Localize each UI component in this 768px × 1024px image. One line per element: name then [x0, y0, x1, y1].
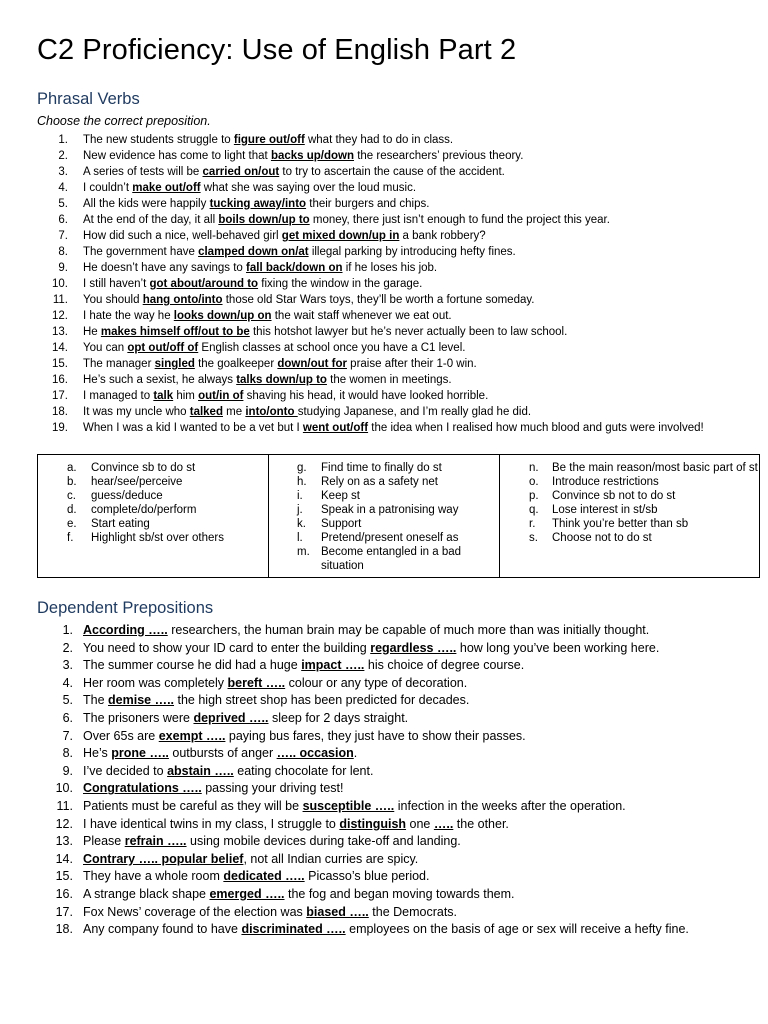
- definition-letter: g.: [297, 462, 307, 474]
- definition-text: Lose interest in st/sb: [552, 504, 658, 516]
- list-item: [0, 324, 740, 340]
- item-number: 11.: [52, 294, 68, 306]
- target-phrase: backs up/down: [270, 150, 355, 162]
- definition-item: [38, 489, 268, 503]
- sentence-text: Any company found to have: [83, 922, 242, 937]
- item-number: 10.: [52, 278, 68, 290]
- definition-letter: o.: [529, 476, 539, 488]
- target-phrase: impact …..: [301, 658, 365, 673]
- definition-item: [269, 489, 499, 503]
- target-phrase: carried on/out: [202, 166, 280, 178]
- page-title: C2 Proficiency: Use of English Part 2: [37, 34, 517, 66]
- definition-text: Become entangled in a bad situation: [321, 546, 462, 572]
- sentence-text: the fog and began moving towards them.: [284, 886, 515, 901]
- phrasal-verbs-heading: Phrasal Verbs: [37, 90, 140, 108]
- sentence-text: eating chocolate for lent.: [233, 763, 374, 778]
- definition-item: [38, 517, 268, 531]
- definition-item: [500, 517, 759, 531]
- definition-text: Introduce restrictions: [552, 476, 659, 488]
- target-phrase: talk: [153, 390, 174, 402]
- target-phrase: According …..: [83, 623, 168, 637]
- item-number: 15.: [55, 869, 73, 884]
- target-phrase: boils down/up to: [218, 214, 310, 226]
- sentence-text: I managed to: [83, 390, 154, 402]
- definitions-table: [37, 454, 760, 578]
- sentence-text: his choice of degree course.: [364, 658, 525, 673]
- definition-text: guess/deduce: [91, 490, 163, 502]
- definition-text: hear/see/perceive: [91, 476, 183, 488]
- list-item: [0, 745, 740, 763]
- item-number: 4.: [58, 182, 68, 194]
- list-item: [0, 228, 740, 244]
- sentence-text: how long you’ve been working here.: [456, 640, 660, 655]
- dependent-prepositions-list: [0, 622, 740, 939]
- definitions-column-1: [38, 455, 269, 577]
- definition-letter: l.: [297, 532, 303, 544]
- definitions-column-2: [269, 455, 500, 577]
- sentence-text: He: [83, 326, 101, 338]
- list-item: [0, 340, 740, 356]
- list-item: [0, 276, 740, 292]
- sentence-text: He’s such a sexist, he always: [83, 374, 237, 386]
- item-number: 16.: [52, 374, 68, 386]
- definition-text: Be the main reason/most basic part of st: [552, 462, 758, 474]
- target-phrase: ….. occasion: [276, 746, 354, 761]
- sentence-text: passing your driving test!: [201, 781, 344, 796]
- definition-letter: p.: [529, 490, 539, 502]
- definition-item: [500, 475, 759, 489]
- sentence-text: The: [83, 693, 109, 708]
- definition-item: [500, 489, 759, 503]
- list-item: [0, 308, 740, 324]
- definition-text: Start eating: [91, 518, 150, 530]
- definition-item: [269, 517, 499, 531]
- definition-letter: q.: [529, 504, 539, 516]
- item-number: 5.: [62, 693, 73, 708]
- item-number: 7.: [62, 728, 73, 743]
- sentence-text: You should: [83, 294, 143, 306]
- sentence-text: the women in meetings.: [326, 374, 452, 386]
- list-item: [0, 710, 740, 728]
- sentence-text: The manager: [83, 358, 155, 370]
- item-number: 8.: [62, 746, 73, 761]
- definition-letter: c.: [67, 490, 76, 502]
- sentence-text: Over 65s are: [83, 728, 159, 743]
- list-item: [0, 196, 740, 212]
- definition-item: [38, 531, 268, 545]
- sentence-text: New evidence has come to light that: [83, 150, 271, 162]
- target-phrase: abstain …..: [167, 763, 234, 778]
- definition-text: Pretend/present oneself as: [321, 532, 459, 544]
- target-phrase: went out/off: [302, 422, 369, 434]
- list-item: [0, 244, 740, 260]
- definition-item: [269, 503, 499, 517]
- sentence-text: Picasso’s blue period.: [304, 869, 430, 884]
- list-item: [0, 356, 740, 372]
- sentence-text: I’ve decided to: [83, 763, 168, 778]
- item-number: 11.: [56, 798, 73, 813]
- target-phrase: singled: [154, 358, 195, 370]
- sentence-text: studying Japanese, and I’m really glad he did.: [297, 406, 532, 418]
- definition-item: [38, 461, 268, 475]
- target-phrase: talked: [189, 406, 223, 418]
- definition-letter: i.: [297, 490, 303, 502]
- definition-letter: m.: [297, 546, 310, 558]
- list-item: [0, 260, 740, 276]
- sentence-text: How did such a nice, well-behaved girl: [83, 230, 282, 242]
- target-phrase: Contrary ….. popular belief: [83, 851, 244, 866]
- definition-item: [269, 475, 499, 489]
- sentence-text: A series of tests will be: [83, 166, 203, 178]
- target-phrase: regardless …..: [370, 640, 457, 655]
- sentence-text: what she was saying over the loud music.: [200, 182, 417, 194]
- list-item: [0, 675, 740, 693]
- definition-item: [269, 531, 499, 545]
- target-phrase: into/onto: [245, 406, 298, 418]
- target-phrase: down/out for: [277, 358, 347, 370]
- item-number: 3.: [58, 166, 68, 178]
- sentence-text: this hotshot lawyer but he’s never actually been to law school.: [249, 326, 568, 338]
- item-number: 17.: [52, 390, 68, 402]
- sentence-text: You can: [83, 342, 128, 354]
- item-number: 12.: [52, 310, 68, 322]
- definition-text: Rely on as a safety net: [321, 476, 438, 488]
- sentence-text: to try to ascertain the cause of the accident.: [279, 166, 505, 178]
- target-phrase: got about/around to: [149, 278, 259, 290]
- sentence-text: colour or any type of decoration.: [285, 675, 468, 690]
- sentence-text: The new students struggle to: [83, 134, 234, 146]
- definitions-column-3: [500, 455, 759, 577]
- definition-item: [38, 475, 268, 489]
- item-number: 18.: [52, 406, 68, 418]
- target-phrase: tucking away/into: [209, 198, 307, 210]
- list-item: [0, 404, 740, 420]
- definition-item: [38, 503, 268, 517]
- item-number: 13.: [52, 326, 68, 338]
- list-item: [0, 868, 740, 886]
- sentence-text: sleep for 2 days straight.: [268, 710, 409, 725]
- list-item: [0, 763, 740, 781]
- sentence-text: the goalkeeper: [194, 358, 278, 370]
- list-item: [0, 372, 740, 388]
- target-phrase: make out/off: [132, 182, 201, 194]
- definition-letter: b.: [67, 476, 77, 488]
- phrasal-verbs-list: [0, 132, 740, 436]
- sentence-text: shaving his head, it would have looked horrible.: [243, 390, 489, 402]
- sentence-text: I couldn’t: [83, 182, 133, 194]
- sentence-text: fixing the window in the garage.: [258, 278, 423, 290]
- definition-item: [500, 461, 759, 475]
- item-number: 2.: [58, 150, 68, 162]
- sentence-text: if he loses his job.: [342, 262, 438, 274]
- item-number: 12.: [55, 816, 73, 831]
- target-phrase: out/in of: [198, 390, 244, 402]
- definition-item: [269, 461, 499, 475]
- item-number: 9.: [62, 763, 73, 778]
- item-number: 4.: [62, 675, 73, 690]
- definition-letter: n.: [529, 462, 539, 474]
- target-phrase: looks down/up on: [173, 310, 272, 322]
- sentence-text: what they had to do in class.: [304, 134, 454, 146]
- list-item: [0, 904, 740, 922]
- list-item: [0, 388, 740, 404]
- sentence-text: Patients must be careful as they will be: [83, 798, 303, 813]
- sentence-text: All the kids were happily: [83, 198, 210, 210]
- list-item: [0, 292, 740, 308]
- sentence-text: Her room was completely: [83, 675, 228, 690]
- target-phrase: demise …..: [108, 693, 175, 708]
- sentence-text: their burgers and chips.: [306, 198, 430, 210]
- sentence-text: the wait staff whenever we eat out.: [271, 310, 452, 322]
- target-phrase: biased …..: [306, 904, 369, 919]
- sentence-text: me: [222, 406, 246, 418]
- list-item: [0, 148, 740, 164]
- target-phrase: susceptible …..: [302, 798, 395, 813]
- definition-text: Find time to finally do st: [321, 462, 442, 474]
- target-phrase: discriminated …..: [241, 922, 346, 937]
- sentence-text: The summer course he did had a huge: [83, 658, 302, 673]
- sentence-text: Please: [83, 834, 125, 849]
- sentence-text: He doesn’t have any savings to: [83, 262, 247, 274]
- item-number: 14.: [52, 342, 68, 354]
- definition-letter: h.: [297, 476, 307, 488]
- sentence-text: , not all Indian curries are spicy.: [243, 851, 419, 866]
- definition-item: [269, 545, 499, 573]
- target-phrase: dedicated …..: [223, 869, 305, 884]
- definition-text: Choose not to do st: [552, 532, 652, 544]
- sentence-text: The government have: [83, 246, 199, 258]
- item-number: 19.: [52, 422, 68, 434]
- sentence-text: outbursts of anger: [168, 746, 277, 761]
- list-item: [0, 622, 740, 640]
- sentence-text: employees on the basis of age or sex will receive a hefty fine.: [345, 922, 689, 937]
- definition-text: Convince sb to do st: [91, 462, 196, 474]
- target-phrase: distinguish: [339, 816, 407, 831]
- item-number: 14.: [55, 851, 73, 866]
- list-item: [0, 798, 740, 816]
- item-number: 16.: [55, 886, 73, 901]
- sentence-text: They have a whole room: [83, 869, 224, 884]
- list-item: [0, 780, 740, 798]
- list-item: [0, 886, 740, 904]
- sentence-text: You need to show your ID card to enter the building: [83, 640, 371, 655]
- target-phrase: makes himself off/out to be: [100, 326, 250, 338]
- item-number: 10.: [55, 781, 73, 796]
- list-item: [0, 851, 740, 869]
- sentence-text: illegal parking by introducing hefty fines.: [308, 246, 516, 258]
- list-item: [0, 816, 740, 834]
- sentence-text: It was my uncle who: [83, 406, 190, 418]
- definition-text: Highlight sb/st over others: [91, 532, 224, 544]
- list-item: [0, 657, 740, 675]
- target-phrase: …..: [433, 816, 454, 831]
- definition-text: Think you’re better than sb: [552, 518, 689, 530]
- item-number: 3.: [62, 658, 73, 673]
- sentence-text: paying bus fares, they just have to show their passes.: [225, 728, 526, 743]
- definition-letter: s.: [529, 532, 538, 544]
- list-item: [0, 420, 740, 436]
- definition-letter: a.: [67, 462, 77, 474]
- item-number: 6.: [58, 214, 68, 226]
- sentence-text: the high street shop has been predicted for decades.: [174, 693, 470, 708]
- sentence-text: money, there just isn’t enough to fund the project this year.: [309, 214, 610, 226]
- sentence-text: I have identical twins in my class, I struggle to: [83, 816, 340, 831]
- target-phrase: get mixed down/up in: [281, 230, 400, 242]
- definition-text: Convince sb not to do st: [552, 490, 676, 502]
- item-number: 1.: [62, 623, 73, 637]
- list-item: [0, 728, 740, 746]
- sentence-text: He’s: [83, 746, 112, 761]
- dependent-prepositions-heading: Dependent Prepositions: [37, 599, 214, 617]
- definition-text: Speak in a patronising way: [321, 504, 459, 516]
- sentence-text: one: [406, 816, 434, 831]
- item-number: 5.: [58, 198, 68, 210]
- target-phrase: opt out/off of: [127, 342, 199, 354]
- target-phrase: fall back/down on: [246, 262, 343, 274]
- item-number: 2.: [62, 640, 73, 655]
- item-number: 9.: [58, 262, 68, 274]
- sentence-text: him: [173, 390, 199, 402]
- list-item: [0, 180, 740, 196]
- definition-letter: d.: [67, 504, 77, 516]
- sentence-text: At the end of the day, it all: [83, 214, 219, 226]
- target-phrase: exempt …..: [158, 728, 226, 743]
- sentence-text: a bank robbery?: [399, 230, 486, 242]
- list-item: [0, 640, 740, 658]
- sentence-text: I hate the way he: [83, 310, 174, 322]
- item-number: 7.: [58, 230, 68, 242]
- list-item: [0, 692, 740, 710]
- sentence-text: infection in the weeks after the operation.: [394, 798, 626, 813]
- definition-item: [500, 503, 759, 517]
- list-item: [0, 921, 740, 939]
- list-item: [0, 132, 740, 148]
- item-number: 6.: [62, 710, 73, 725]
- sentence-text: The prisoners were: [83, 710, 194, 725]
- item-number: 13.: [55, 834, 73, 849]
- list-item: [0, 164, 740, 180]
- instruction-text: Choose the correct preposition.: [37, 114, 211, 128]
- sentence-text: using mobile devices during take-off and landing.: [186, 834, 461, 849]
- definition-item: [500, 531, 759, 545]
- target-phrase: figure out/off: [233, 134, 305, 146]
- sentence-text: .: [353, 746, 358, 761]
- sentence-text: the researchers’ previous theory.: [354, 150, 524, 162]
- sentence-text: the Democrats.: [368, 904, 458, 919]
- definition-letter: k.: [297, 518, 306, 530]
- sentence-text: the other.: [453, 816, 509, 831]
- item-number: 8.: [58, 246, 68, 258]
- target-phrase: deprived …..: [193, 710, 269, 725]
- definition-text: Support: [321, 518, 362, 530]
- sentence-text: Fox News’ coverage of the election was: [83, 904, 307, 919]
- target-phrase: prone …..: [111, 746, 169, 761]
- target-phrase: clamped down on/at: [198, 246, 309, 258]
- definition-letter: r.: [529, 518, 536, 530]
- definition-text: Keep st: [321, 490, 360, 502]
- definition-text: complete/do/perform: [91, 504, 197, 516]
- sentence-text: I still haven’t: [83, 278, 150, 290]
- item-number: 18.: [55, 922, 73, 937]
- definition-letter: j.: [297, 504, 303, 516]
- list-item: [0, 212, 740, 228]
- sentence-text: English classes at school once you have a C1 level.: [198, 342, 466, 354]
- item-number: 17.: [55, 904, 73, 919]
- target-phrase: Congratulations …..: [83, 781, 202, 796]
- item-number: 1.: [58, 134, 68, 146]
- sentence-text: When I was a kid I wanted to be a vet but I: [83, 422, 303, 434]
- sentence-text: the idea when I realised how much blood and guts were involved!: [368, 422, 704, 434]
- target-phrase: emerged …..: [209, 886, 285, 901]
- target-phrase: hang onto/into: [142, 294, 223, 306]
- target-phrase: refrain …..: [124, 834, 187, 849]
- definition-letter: f.: [67, 532, 74, 544]
- sentence-text: praise after their 1-0 win.: [346, 358, 477, 370]
- list-item: [0, 833, 740, 851]
- item-number: 15.: [52, 358, 68, 370]
- sentence-text: researchers, the human brain may be capable of much more than was initially thought.: [167, 623, 650, 637]
- definition-letter: e.: [67, 518, 77, 530]
- target-phrase: talks down/up to: [236, 374, 327, 386]
- sentence-text: those old Star Wars toys, they’ll be worth a fortune someday.: [222, 294, 535, 306]
- target-phrase: bereft …..: [227, 675, 286, 690]
- sentence-text: A strange black shape: [83, 886, 210, 901]
